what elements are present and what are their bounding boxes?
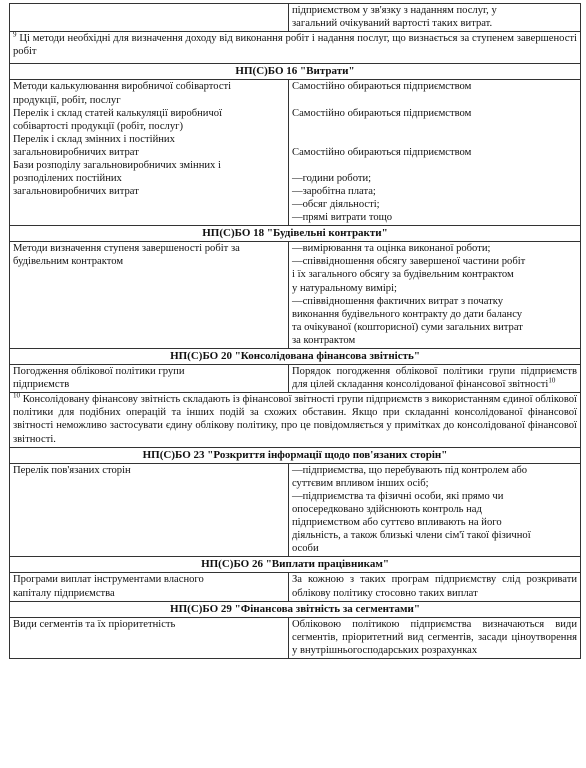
section-heading: НП(С)БО 29 "Фінансова звітність за сегментами" [10,601,581,617]
table-row [10,242,581,349]
footnote-ref-10: 10 [548,376,556,385]
cell-line: підприємством у зв'язку з наданням послуг, у [292,5,497,16]
cell-line: і їх загального обсягу за будівельним контрактом [292,269,514,281]
right-cell [289,365,581,393]
cell-line: —підприємства та фізичні особи, які прямо чи [292,490,504,502]
footnote-marker: 10 [13,392,20,400]
cell-line: будівельним контрактом [13,256,124,268]
cell-line: розподілених постійних [13,173,122,185]
cell-line: —години роботи; [292,172,372,184]
cell-line: суттєвим впливом інших осіб; [292,477,429,489]
table-row [10,573,581,601]
section-heading: НП(С)БО 23 "Розкриття інформації щодо пов'язаних сторін" [10,447,581,463]
right-cell: Обліковою політикою підприємства визначаються види сегментів, пріоритетний вид сегментів, засади ціноутворення у внутрішньогосподарських розрахунках [289,617,581,658]
section-heading: НП(С)БО 16 "Витрати" [10,64,581,80]
footnote-marker: 9 [13,31,17,39]
cell-line: Самостійно обираються підприємством [292,81,472,93]
cell-line: Види сегментів та їх пріоритетність [13,618,176,630]
cell-line: виконання будівельного контракту до дати балансу [292,308,523,320]
cell-line: Бази розподілу загальновиробничих змінних і [13,160,221,172]
footnote-9 [10,32,581,64]
cell-line: —заробітна плата; [292,185,376,197]
cell-line: Погодження облікової політики групи [13,366,185,378]
right-cell [289,242,581,349]
left-cell [10,365,289,393]
cell-line: Перелік пов'язаних сторін [13,464,131,476]
section-heading-row [10,557,581,573]
cell-line: особи [292,543,319,555]
section-heading-row [10,64,581,80]
cell-line: загальний очікуваний вартості таких витрат. [292,18,493,30]
cell-line: —обсяг діяльності; [292,198,380,210]
footnote-text: Ці методи необхідні для визначення доходу від виконання робіт і надання послуг, що визнається за ступенем завершеності робіт [13,33,577,58]
left-cell [10,617,289,658]
cell-line: опосередковано здійснюють контроль над [292,504,482,515]
cell-line: —співвідношення обсягу завершеної частини робіт [292,256,526,268]
footnote-10 [10,393,581,447]
cell-line: загальновиробничих витрат [13,186,139,198]
cell-line: Самостійно обираються підприємством [292,146,472,158]
section-heading: НП(С)БО 26 "Виплати працівникам" [10,557,581,573]
left-cell [10,4,289,32]
left-cell [10,242,289,349]
table-row [10,365,581,393]
table-row [10,80,581,226]
cell-text: Порядок погодження облікової політики групи підприємств для цілей складання консолідованої фінансової звітності [292,366,577,391]
cell-line: за контрактом [292,334,356,346]
cell-line: Методи калькулювання виробничої собівартості [13,81,232,93]
left-cell [10,463,289,557]
cell-line: Програми виплат інструментами власного [13,574,204,586]
cell-line: підприємством або суттєво впливають на його [292,517,502,529]
cell-line: —прямі витрати тощо [292,212,393,224]
cell-line: підприємств [13,379,70,391]
section-heading: НП(С)БО 20 "Консолідована фінансова звітність" [10,348,581,364]
section-heading-row [10,348,581,364]
cell-line: продукції, робіт, послуг [13,94,121,106]
section-heading: НП(С)БО 18 "Будівельні контракти" [10,226,581,242]
cell-line: та очікуваної (кошторисної) суми загальних витрат [292,321,523,333]
right-cell [289,463,581,557]
right-cell: За кожною з таких програм підприємству слід розкривати облікову політику стосовно таких виплат [289,573,581,601]
cell-line: Самостійно обираються підприємством [292,107,472,119]
cell-line: Перелік і склад змінних і постійних [13,133,175,145]
table-row [10,463,581,557]
cell-line: у натуральному вимірі; [292,282,397,294]
cell-line: —співвідношення фактичних витрат з початку [292,295,504,307]
cell-line: Перелік і склад статей калькуляції виробничої [13,107,223,119]
cell-line: діяльність, а також близькі члени сім'ї такої фізичної [292,530,531,542]
left-cell [10,80,289,226]
accounting-policy-table [9,3,581,659]
section-heading-row [10,226,581,242]
cell-line: капіталу підприємства [13,587,115,599]
cell-line: —підприємства, що перебувають під контролем або [292,464,528,476]
table-row [10,617,581,658]
cell-line: —вимірювання та оцінка виконаної роботи; [292,243,491,255]
footnote-text: Консолідовану фінансову звітність складають із фінансової звітності групи підприємств з використанням єдиної облікової політики для подібних операцій та інших подій за схожих обставин. Якщо при складанні консолідованої фінансової звітності неможливо застосувати єдину облікову політику, про це повідомляється у примітках до консолідованої фінансової звітності. [13,394,577,445]
right-cell [289,80,581,226]
left-cell [10,573,289,601]
right-cell [289,4,581,32]
footnote-row [10,393,581,447]
footnote-row [10,32,581,64]
table-row [10,4,581,32]
cell-line: загальновиробничих витрат [13,146,139,158]
cell-line: Методи визначення ступеня завершеності робіт за [13,243,240,255]
cell-line: собівартості продукції (робіт, послуг) [13,120,183,132]
section-heading-row [10,447,581,463]
section-heading-row [10,601,581,617]
